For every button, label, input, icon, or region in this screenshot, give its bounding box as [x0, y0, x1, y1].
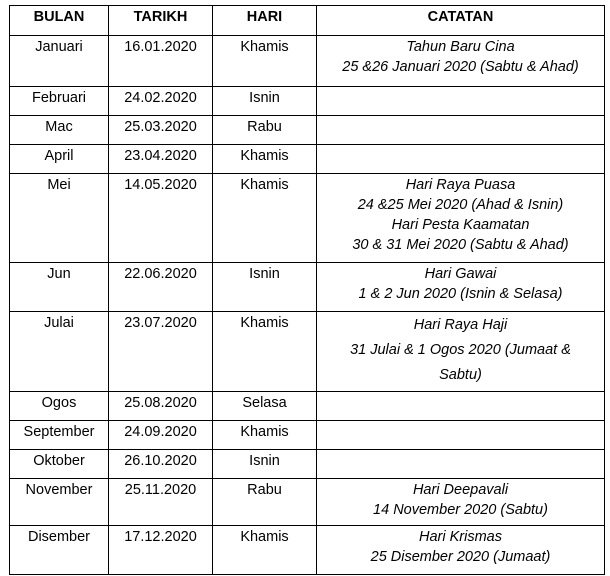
note-line: Hari Gawai	[424, 266, 497, 282]
cell-tarikh: 16.01.2020	[109, 36, 213, 87]
cell-bulan: Mei	[10, 174, 109, 263]
note-line: 30 & 31 Mei 2020 (Sabtu & Ahad)	[352, 237, 569, 253]
cell-hari: Isnin	[213, 450, 317, 479]
table-row	[10, 421, 605, 450]
cell-tarikh: 22.06.2020	[109, 263, 213, 312]
header-bulan: BULAN	[10, 6, 109, 36]
cell-tarikh: 23.07.2020	[109, 312, 213, 392]
cell-tarikh: 14.05.2020	[109, 174, 213, 263]
cell-catatan	[317, 312, 605, 392]
table-row	[10, 174, 605, 263]
cell-bulan: Disember	[10, 526, 109, 575]
header-hari: HARI	[213, 6, 317, 36]
cell-catatan	[317, 36, 605, 87]
table-row	[10, 116, 605, 145]
table-row	[10, 87, 605, 116]
table-row	[10, 479, 605, 526]
cell-bulan: April	[10, 145, 109, 174]
cell-catatan	[317, 392, 605, 421]
cell-bulan: Ogos	[10, 392, 109, 421]
note-line: 1 & 2 Jun 2020 (Isnin & Selasa)	[358, 286, 563, 302]
cell-bulan: Februari	[10, 87, 109, 116]
cell-tarikh: 17.12.2020	[109, 526, 213, 575]
cell-bulan: Julai	[10, 312, 109, 392]
note-line: 14 November 2020 (Sabtu)	[373, 502, 548, 518]
cell-bulan: September	[10, 421, 109, 450]
table-row	[10, 145, 605, 174]
table-row	[10, 36, 605, 87]
note-line: Hari Deepavali	[412, 482, 509, 498]
note-line: Hari Krismas	[419, 529, 502, 545]
cell-tarikh: 25.03.2020	[109, 116, 213, 145]
note-line: Tahun Baru Cina	[406, 39, 515, 55]
cell-hari: Selasa	[213, 392, 317, 421]
cell-tarikh: 24.02.2020	[109, 87, 213, 116]
note-line: 24 &25 Mei 2020 (Ahad & Isnin)	[357, 197, 564, 213]
cell-tarikh: 25.11.2020	[109, 479, 213, 526]
note-line: Hari Raya Haji	[413, 317, 508, 333]
cell-catatan	[317, 479, 605, 526]
cell-bulan: Januari	[10, 36, 109, 87]
cell-hari: Rabu	[213, 116, 317, 145]
cell-hari: Khamis	[213, 174, 317, 263]
cell-hari: Isnin	[213, 87, 317, 116]
cell-hari: Khamis	[213, 526, 317, 575]
cell-catatan	[317, 145, 605, 174]
cell-bulan: Jun	[10, 263, 109, 312]
table-row	[10, 312, 605, 392]
table-row	[10, 450, 605, 479]
table-row	[10, 392, 605, 421]
cell-tarikh: 23.04.2020	[109, 145, 213, 174]
cell-hari: Khamis	[213, 36, 317, 87]
table-row	[10, 263, 605, 312]
cell-catatan	[317, 116, 605, 145]
cell-bulan: Mac	[10, 116, 109, 145]
note-line: 31 Julai & 1 Ogos 2020 (Jumaat &	[350, 342, 571, 358]
table-row	[10, 526, 605, 575]
cell-bulan: November	[10, 479, 109, 526]
note-line: Sabtu)	[439, 367, 482, 383]
cell-catatan	[317, 174, 605, 263]
cell-catatan	[317, 87, 605, 116]
schedule-table	[9, 5, 605, 575]
cell-tarikh: 25.08.2020	[109, 392, 213, 421]
cell-bulan: Oktober	[10, 450, 109, 479]
cell-hari: Isnin	[213, 263, 317, 312]
cell-catatan	[317, 526, 605, 575]
cell-tarikh: 26.10.2020	[109, 450, 213, 479]
cell-hari: Khamis	[213, 421, 317, 450]
cell-hari: Khamis	[213, 312, 317, 392]
cell-catatan	[317, 421, 605, 450]
note-line: Hari Pesta Kaamatan	[391, 217, 530, 233]
header-tarikh: TARIKH	[109, 6, 213, 36]
cell-tarikh: 24.09.2020	[109, 421, 213, 450]
note-line: 25 &26 Januari 2020 (Sabtu & Ahad)	[342, 59, 579, 75]
header-catatan: CATATAN	[317, 6, 605, 36]
cell-hari: Khamis	[213, 145, 317, 174]
note-line: Hari Raya Puasa	[405, 177, 516, 193]
cell-catatan	[317, 263, 605, 312]
cell-hari: Rabu	[213, 479, 317, 526]
cell-catatan	[317, 450, 605, 479]
note-line: 25 Disember 2020 (Jumaat)	[370, 549, 551, 565]
header-row	[10, 6, 605, 36]
